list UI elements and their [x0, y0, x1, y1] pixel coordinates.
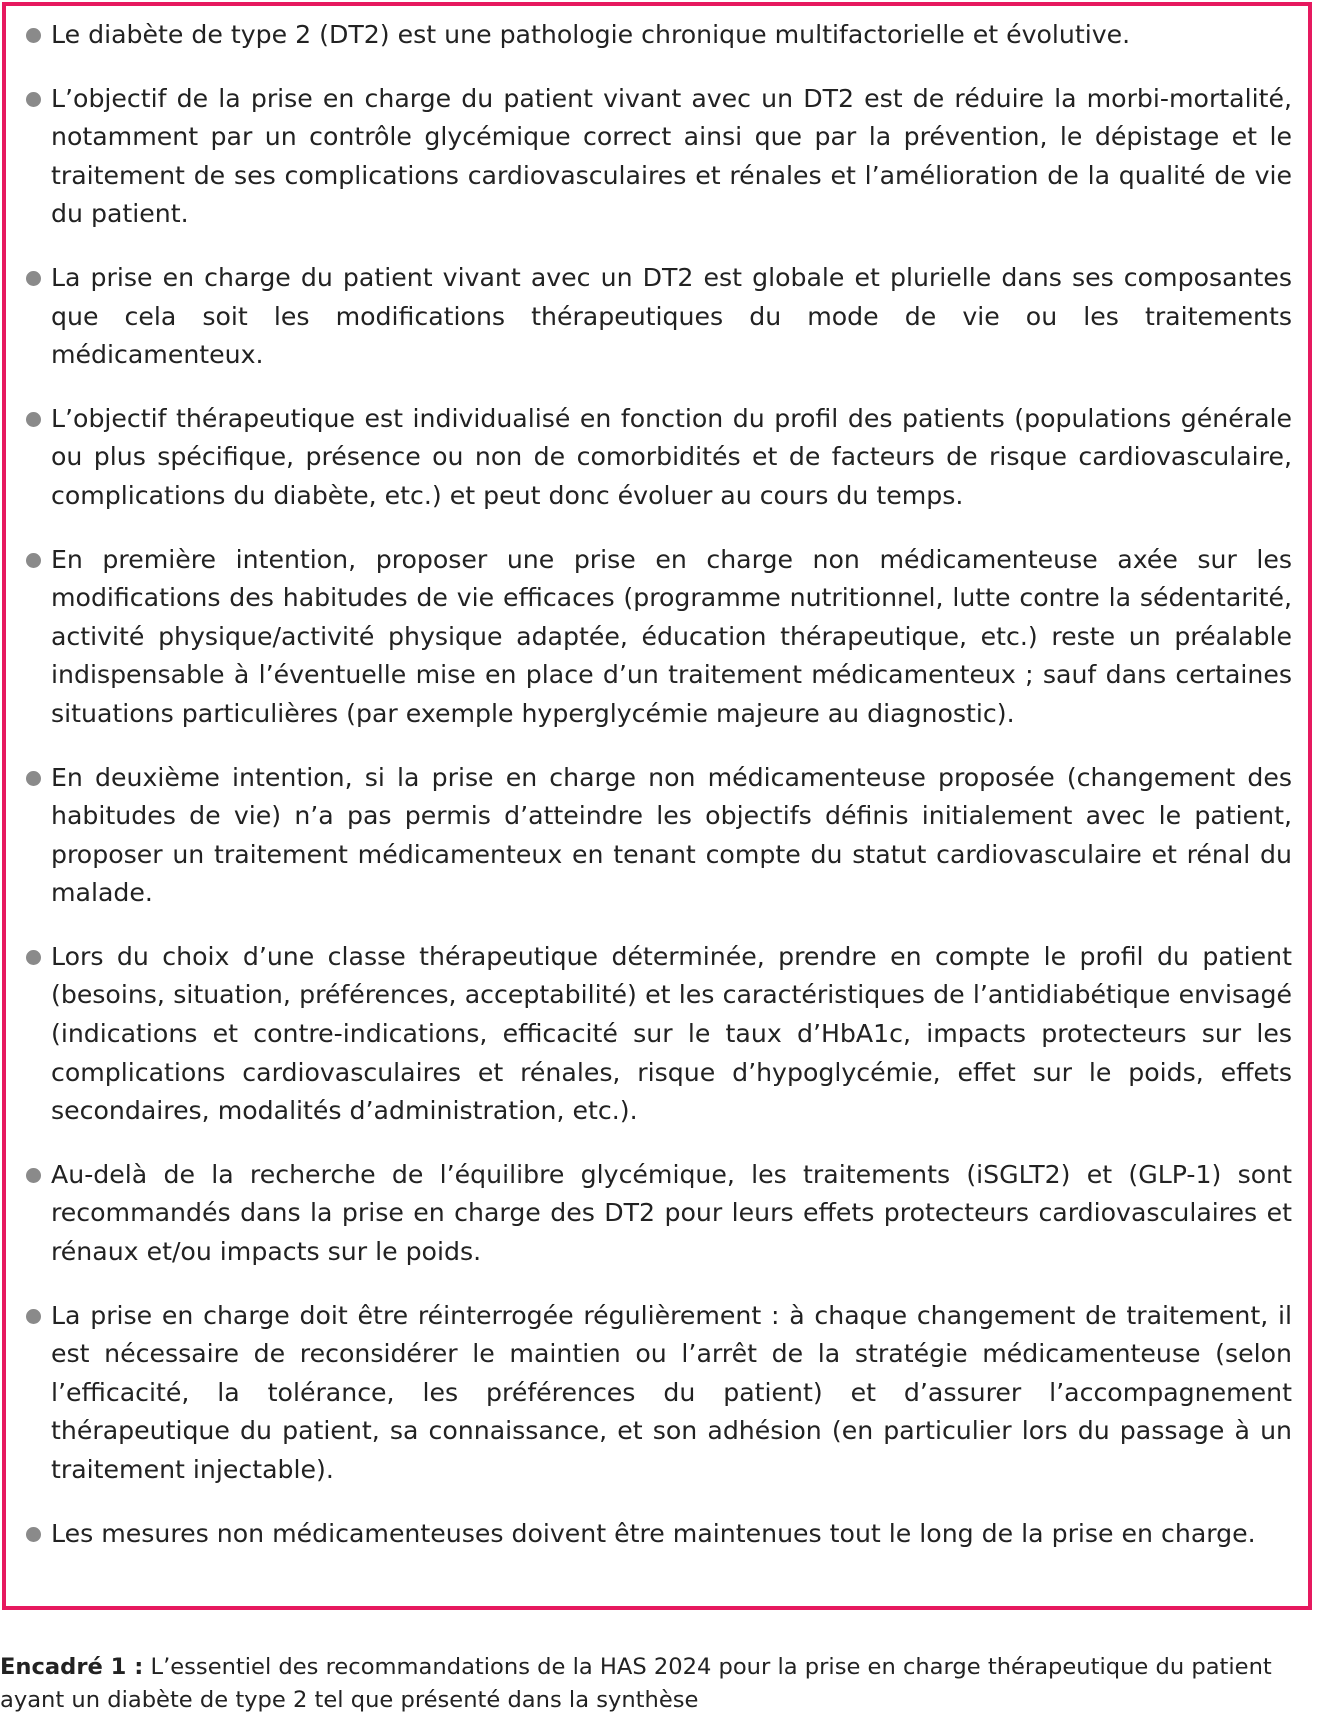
- list-item-text: En deuxième intention, si la prise en charge non médicamenteuse proposée (changement des habitudes de vie) n’a pas permis d’atteindre les objectifs définis initialement avec le patient, proposer un traitement médicamenteux en tenant compte du statut cardiovasculaire et rénal du malade.: [51, 762, 1292, 908]
- list-item: [24, 259, 1292, 375]
- list-item: [24, 16, 1292, 55]
- bullet-icon: [26, 28, 41, 43]
- list-item: [24, 938, 1292, 1131]
- list-item: [24, 1297, 1292, 1490]
- caption-text: L’essentiel des recommandations de la HAS 2024 pour la prise en charge thérapeutique du patient ayant un diabète de type 2 tel que présenté dans la synthèse: [0, 1654, 1272, 1713]
- figure-caption: [0, 1651, 1316, 1717]
- recommendations-box: [2, 2, 1312, 1610]
- list-item-text: La prise en charge doit être réinterrogée régulièrement : à chaque changement de traitement, il est nécessaire de reconsidérer le maintien ou l’arrêt de la stratégie médicamenteuse (selon l’efficacité, la tolérance, les préférences du patient) et d’assurer l’accompagnement thérapeutique du patient, sa connaissance, et son adhésion (en particulier lors du passage à un traitement injectable).: [51, 1300, 1292, 1484]
- list-item-text: L’objectif de la prise en charge du patient vivant avec un DT2 est de réduire la morbi-mortalité, notamment par un contrôle glycémique correct ainsi que par la prévention, le dépistage et le traitement de ses complications cardiovasculaires et rénales et l’amélioration de la qualité de vie du patient.: [51, 83, 1292, 229]
- bullet-icon: [26, 412, 41, 427]
- list-item-text: Au-delà de la recherche de l’équilibre glycémique, les traitements (iSGLT2) et (GLP-1) sont recommandés dans la prise en charge des DT2 pour leurs effets protecteurs cardiovasculaires et rénaux et/ou impacts sur le poids.: [51, 1159, 1292, 1267]
- list-item: [24, 541, 1292, 734]
- bullet-icon: [26, 1168, 41, 1183]
- bullet-icon: [26, 271, 41, 286]
- list-item-text: En première intention, proposer une prise en charge non médicamenteuse axée sur les modifications des habitudes de vie efficaces (programme nutritionnel, lutte contre la sédentarité, activité physique/activité physique adaptée, éducation thérapeutique, etc.) reste un préalable indispensable à l’éventuelle mise en place d’un traitement médicamenteux ; sauf dans certaines situations particulières (par exemple hyperglycémie majeure au diagnostic).: [51, 544, 1292, 728]
- list-item: [24, 759, 1292, 913]
- list-item-text: Les mesures non médicamenteuses doivent être maintenues tout le long de la prise en charge.: [51, 1518, 1256, 1548]
- list-item-text: Le diabète de type 2 (DT2) est une pathologie chronique multifactorielle et évolutive.: [51, 20, 1131, 49]
- list-item: [24, 400, 1292, 516]
- list-item-text: La prise en charge du patient vivant avec un DT2 est globale et plurielle dans ses composantes que cela soit les modifications thérapeutiques du mode de vie ou les traitements médicamenteux.: [51, 262, 1292, 370]
- list-item: [24, 1515, 1292, 1554]
- bullet-icon: [26, 1527, 41, 1542]
- list-item: [24, 1156, 1292, 1272]
- caption-label: Encadré 1 :: [0, 1654, 144, 1680]
- bullet-icon: [26, 950, 41, 965]
- list-item: [24, 80, 1292, 234]
- bullet-icon: [26, 1309, 41, 1324]
- bullet-icon: [26, 92, 41, 107]
- list-item-text: Lors du choix d’une classe thérapeutique déterminée, prendre en compte le profil du patient (besoins, situation, préférences, acceptabilité) et les caractéristiques de l’antidiabétique envisagé (indications et contre-indications, efficacité sur le taux d’HbA1c, impacts protecteurs sur les complications cardiovasculaires et rénales, risque d’hypoglycémie, effet sur le poids, effets secondaires, modalités d’administration, etc.).: [51, 941, 1292, 1126]
- list-item-text: L’objectif thérapeutique est individualisé en fonction du profil des patients (populations générale ou plus spécifique, présence ou non de comorbidités et de facteurs de risque cardiovasculaire, complications du diabète, etc.) et peut donc évoluer au cours du temps.: [51, 403, 1292, 510]
- bullet-icon: [26, 553, 41, 568]
- bullet-icon: [26, 771, 41, 786]
